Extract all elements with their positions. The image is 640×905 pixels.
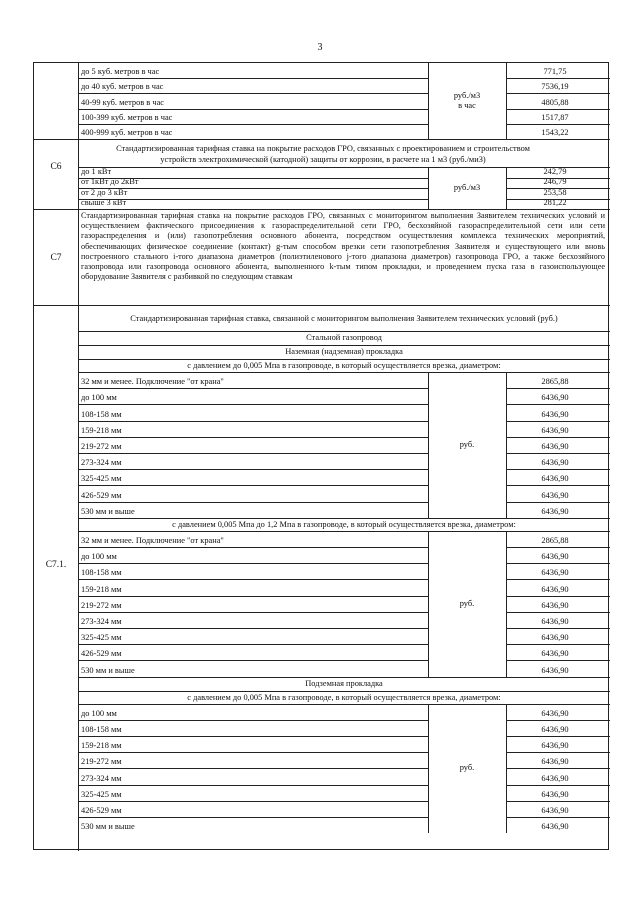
row-label: 159-218 мм: [81, 584, 122, 594]
row-value: 6436,90: [541, 458, 569, 468]
row-label: 273-324 мм: [81, 617, 122, 626]
section-divider: [78, 531, 610, 532]
section-heading: Наземная (надземная) прокладка: [285, 347, 403, 356]
row-divider: [506, 93, 610, 94]
row-divider: [506, 124, 610, 125]
row-value: 2865,88: [541, 536, 569, 545]
row-label: до 40 куб. метров в час: [81, 82, 164, 92]
row-divider: [78, 644, 428, 645]
row-label: 32 мм и менее. Подключение "от крана": [81, 377, 224, 387]
section-subheading: с давлением до 0,005 Мпа в газопроводе, в который осуществляется врезка, диаметром:: [187, 692, 501, 702]
row-divider: [78, 768, 428, 769]
row-divider: [506, 421, 610, 422]
row-value: 6436,90: [541, 490, 569, 500]
row-divider: [506, 404, 610, 405]
row-value: 4805,88: [541, 97, 569, 107]
unit-label: руб./м3: [453, 183, 481, 192]
row-value: 6436,90: [541, 789, 569, 799]
row-value: 6436,90: [541, 584, 569, 594]
row-divider: [78, 78, 428, 79]
row-value: 6436,90: [541, 442, 569, 451]
unit-label: руб.: [459, 598, 475, 608]
row-divider: [78, 502, 428, 503]
section-divider: [78, 345, 610, 346]
section-divider: [78, 704, 610, 705]
row-value: 6436,90: [541, 649, 569, 659]
unit-label: руб.: [459, 439, 475, 449]
row-divider: [506, 720, 610, 721]
row-value: 6436,90: [541, 806, 569, 815]
row-label: 219-272 мм: [81, 442, 122, 451]
row-divider: [78, 388, 428, 389]
row-label: 219-272 мм: [81, 600, 122, 610]
c7-description: Стандартизированная тарифная ставка на покрытие расходов ГРО, связанных с мониторингом выполнения Заявителем технических условий и осуществлением фактического присоединения к газораспределительной сети ГРО, бесхозяйной газораспределительной сети или сети газораспределения и (или) газопотребления основного абонента, посредством осуществления комплекса технических мероприятий, обеспечивающих физическое соединение (контакт) g-тым способом врезки сети газопотребления Заявителя и существующего или вновь построенного стального i-того диапазона диаметров (полиэтиленового j-того диапазона диаметров) газопровода ГРО, а также бесхозяйного газопровода или газопровода основного абонента, выполненного k-тым типом прокладки, и проведением пуска газа в газоиспользующее оборудование Заявителя с разбивкой по следующим ставкам: [81, 211, 605, 282]
row-divider: [78, 596, 428, 597]
unit-label: руб.: [459, 763, 475, 773]
row-divider: [78, 109, 428, 110]
row-divider: [78, 93, 428, 94]
column-border: [428, 531, 429, 677]
section-heading: Подземная прокладка: [305, 678, 383, 688]
row-label: до 100 мм: [81, 393, 117, 403]
row-divider: [78, 421, 428, 422]
column-border: [428, 372, 429, 518]
row-divider: [506, 628, 610, 629]
row-value: 6436,90: [541, 773, 569, 783]
c6-code: С6: [50, 162, 62, 172]
row-value: 1543,22: [541, 128, 569, 137]
row-value: 1517,87: [541, 112, 569, 122]
row-label: от 2 до 3 кВт: [81, 187, 128, 197]
row-divider: [506, 563, 610, 564]
page-number: 3: [317, 42, 323, 53]
row-divider: [506, 752, 610, 753]
row-label: 273-324 мм: [81, 458, 122, 468]
row-divider: [78, 752, 428, 753]
row-value: 6436,90: [541, 409, 569, 419]
row-label: 108-158 мм: [81, 409, 122, 419]
row-label: 40-99 куб. метров в час: [81, 97, 165, 107]
row-value: 6436,90: [541, 568, 569, 578]
row-value: 6436,90: [541, 393, 569, 403]
section-divider: [78, 359, 610, 360]
column-border: [428, 704, 429, 834]
row-label: 108-158 мм: [81, 725, 122, 734]
column-border: [506, 531, 507, 677]
row-divider: [78, 404, 428, 405]
row-label: 426-529 мм: [81, 806, 122, 815]
row-label: от 1кВт до 2кВт: [81, 177, 139, 186]
row-label: 108-158 мм: [81, 568, 122, 578]
row-divider: [506, 785, 610, 786]
row-divider: [506, 660, 610, 661]
row-divider: [506, 644, 610, 645]
material-heading: Стальной газопровод: [306, 333, 382, 342]
row-divider: [506, 453, 610, 454]
column-border: [506, 372, 507, 518]
c6-title: Стандартизированная тарифная ставка на покрытие расходов ГРО, связанных с проектированием и строительством устройств электрохимической (катодной) защиты от коррозии, в расчете на 1 м3 (руб./миЗ): [116, 144, 530, 164]
row-divider: [78, 124, 428, 125]
row-divider: [78, 720, 428, 721]
row-label: 32 мм и менее. Подключение "от крана": [81, 536, 224, 545]
row-label: 530 мм и выше: [81, 506, 135, 516]
row-divider: [78, 563, 428, 564]
row-value: 7536,19: [541, 82, 569, 92]
row-value: 246,79: [543, 177, 567, 186]
row-divider: [506, 78, 610, 79]
row-label: 325-425 мм: [81, 633, 122, 643]
row-label: 426-529 мм: [81, 649, 122, 659]
row-label: до 5 куб. метров в час: [81, 67, 160, 77]
row-label: 219-272 мм: [81, 757, 122, 767]
tariff-table: [33, 62, 609, 850]
c7-code: С7: [50, 253, 62, 263]
row-label: 273-324 мм: [81, 773, 122, 783]
row-divider: [78, 485, 428, 486]
row-divider: [506, 801, 610, 802]
column-border: [428, 167, 429, 209]
row-value: 6436,90: [541, 665, 569, 675]
code-column-border: [78, 63, 79, 851]
row-value: 281,22: [543, 198, 567, 207]
row-label: до 100 мм: [81, 552, 117, 562]
section-subheading: с давлением до 0,005 Мпа в газопроводе, в который осуществляется врезка, диаметром:: [187, 361, 501, 370]
unit-label: руб./м3 в час: [453, 91, 481, 110]
section-divider: [78, 331, 610, 332]
row-label: 530 мм и выше: [81, 665, 135, 675]
row-divider: [506, 485, 610, 486]
row-value: 6436,90: [541, 552, 569, 562]
c71-title: Стандартизированная тарифная ставка, связанной с мониторингом выполнения Заявителем технических условий (руб.): [130, 314, 558, 323]
row-divider: [78, 469, 428, 470]
column-border: [428, 63, 429, 139]
row-divider: [78, 188, 428, 189]
row-value: 6436,90: [541, 425, 569, 435]
row-value: 6436,90: [541, 633, 569, 643]
row-divider: [78, 628, 428, 629]
row-divider: [506, 736, 610, 737]
row-divider: [78, 437, 428, 438]
column-border: [506, 704, 507, 834]
row-divider: [506, 612, 610, 613]
row-value: 6436,90: [541, 600, 569, 610]
section-subheading: с давлением 0,005 Мпа до 1,2 Мпа в газопроводе, в который осуществляется врезка, диаметром:: [172, 519, 516, 529]
row-divider: [506, 817, 610, 818]
row-divider: [506, 579, 610, 580]
row-divider: [78, 178, 428, 179]
row-divider: [506, 178, 610, 179]
row-value: 253,58: [543, 187, 567, 197]
row-divider: [78, 660, 428, 661]
row-label: до 100 мм: [81, 708, 117, 718]
section-divider: [78, 677, 610, 678]
column-border: [506, 167, 507, 209]
row-value: 6436,90: [541, 741, 569, 751]
row-divider: [506, 596, 610, 597]
section-divider: [78, 372, 610, 373]
row-value: 771,75: [543, 67, 567, 77]
c71-code: С7.1.: [45, 560, 67, 570]
row-value: 6436,90: [541, 757, 569, 767]
row-label: 400-999 куб. метров в час: [81, 128, 173, 137]
row-divider: [506, 469, 610, 470]
row-divider: [506, 502, 610, 503]
row-value: 2865,88: [541, 377, 569, 387]
row-value: 6436,90: [541, 506, 569, 516]
row-divider: [506, 199, 610, 200]
section-divider: [34, 139, 610, 140]
row-value: 6436,90: [541, 725, 569, 734]
row-divider: [506, 388, 610, 389]
row-divider: [506, 188, 610, 189]
row-value: 6436,90: [541, 708, 569, 718]
row-divider: [78, 579, 428, 580]
row-divider: [78, 453, 428, 454]
row-label: 159-218 мм: [81, 425, 122, 435]
row-label: 100-399 куб. метров в час: [81, 112, 173, 122]
row-divider: [506, 768, 610, 769]
row-label: 325-425 мм: [81, 789, 122, 799]
row-label: 159-218 мм: [81, 741, 122, 751]
row-divider: [78, 817, 428, 818]
column-border: [506, 63, 507, 139]
row-divider: [506, 547, 610, 548]
section-divider: [34, 209, 610, 210]
row-label: 426-529 мм: [81, 490, 122, 500]
row-value: 6436,90: [541, 474, 569, 484]
row-value: 242,79: [543, 166, 567, 176]
row-divider: [78, 785, 428, 786]
row-divider: [78, 612, 428, 613]
row-label: 325-425 мм: [81, 474, 122, 484]
row-label: свыше 3 кВт: [81, 198, 127, 207]
section-divider: [34, 305, 610, 306]
row-label: 530 мм и выше: [81, 822, 135, 832]
row-divider: [506, 109, 610, 110]
row-divider: [78, 547, 428, 548]
row-divider: [78, 736, 428, 737]
row-divider: [78, 801, 428, 802]
row-divider: [506, 437, 610, 438]
row-label: до 1 кВт: [81, 166, 112, 176]
row-value: 6436,90: [541, 822, 569, 832]
row-divider: [78, 199, 428, 200]
row-value: 6436,90: [541, 617, 569, 626]
section-divider: [78, 518, 610, 519]
section-divider: [78, 691, 610, 692]
